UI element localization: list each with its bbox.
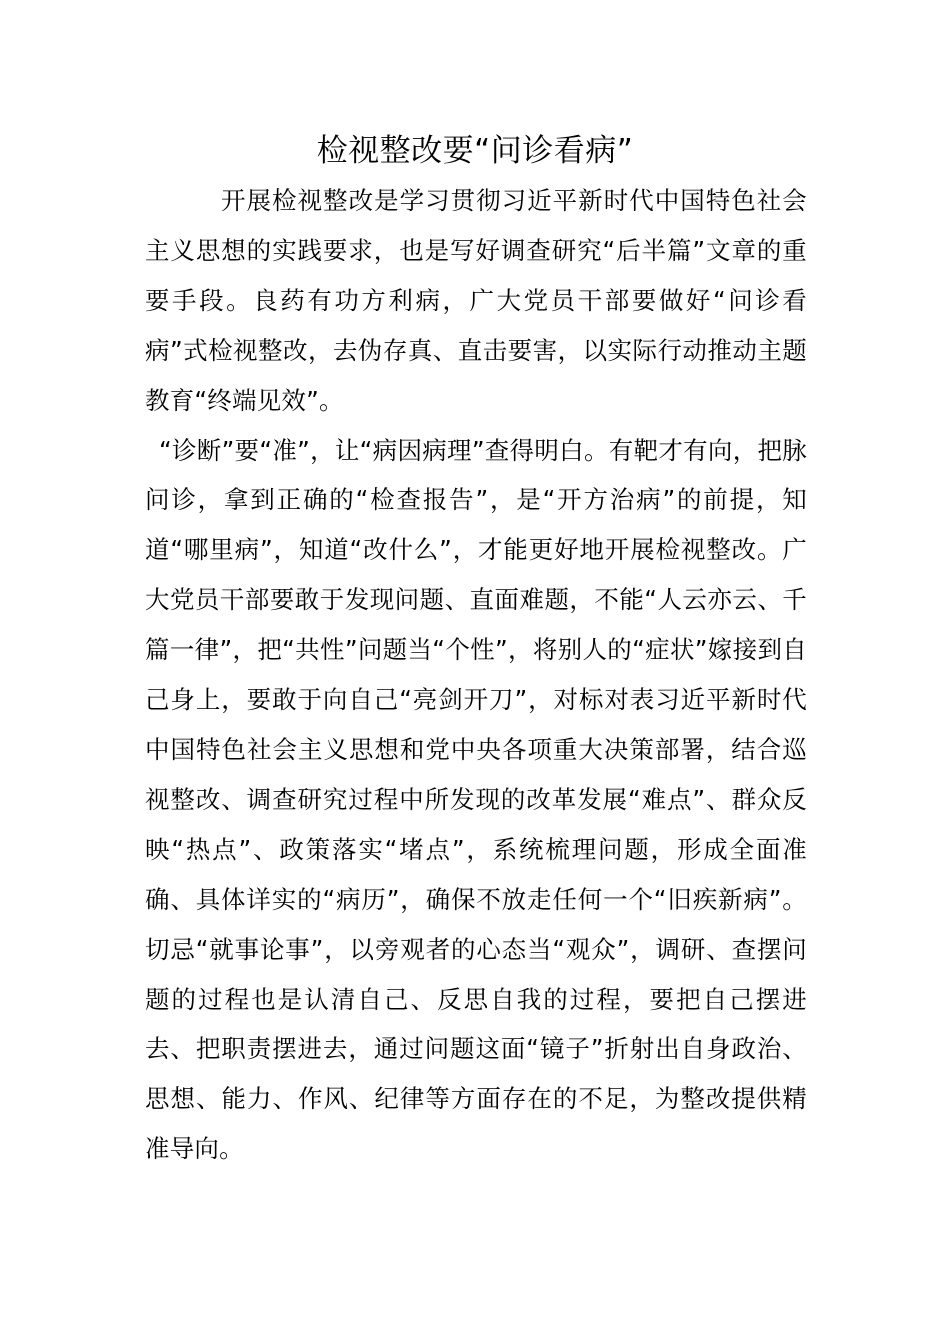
document-title: 检视整改要“问诊看病”: [316, 133, 634, 169]
document-body: [145, 176, 807, 1174]
paragraph-diagnosis: “诊断”要“准”，让“病因病理”查得明白。有靶才有向，把脉问诊，拿到正确的“检查报告”，是“开方治病”的前提，知道“哪里病”，知道“改什么”，才能更好地开展检视整改。广大党员干部要敢于发现问题、直面难题，不能“人云亦云、千篇一律”，把“共性”问题当“个性”，将别人的“症状”嫁接到自己身上，要敢于向自己“亮剑开刀”，对标对表习近平新时代中国特色社会主义思想和党中央各项重大决策部署，结合巡视整改、调查研究过程中所发现的改革发展“难点”、群众反映“热点”、政策落实“堵点”，系统梳理问题，形成全面准确、具体详实的“病历”，确保不放走任何一个“旧疾新病”。切忌“就事论事”，以旁观者的心态当“观众”，调研、查摆问题的过程也是认清自己、反思自我的过程，要把自己摆进去、把职责摆进去，通过问题这面“镜子”折射出自身政治、思想、能力、作风、纪律等方面存在的不足，为整改提供精准导向。: [145, 435, 807, 1164]
paragraph-intro: 开展检视整改是学习贯彻习近平新时代中国特色社会主义思想的实践要求，也是写好调查研究“后半篇”文章的重要手段。良药有功方利病，广大党员干部要做好“问诊看病”式检视整改，去伪存真、直击要害，以实际行动推动主题教育“终端见效”。: [145, 186, 807, 415]
